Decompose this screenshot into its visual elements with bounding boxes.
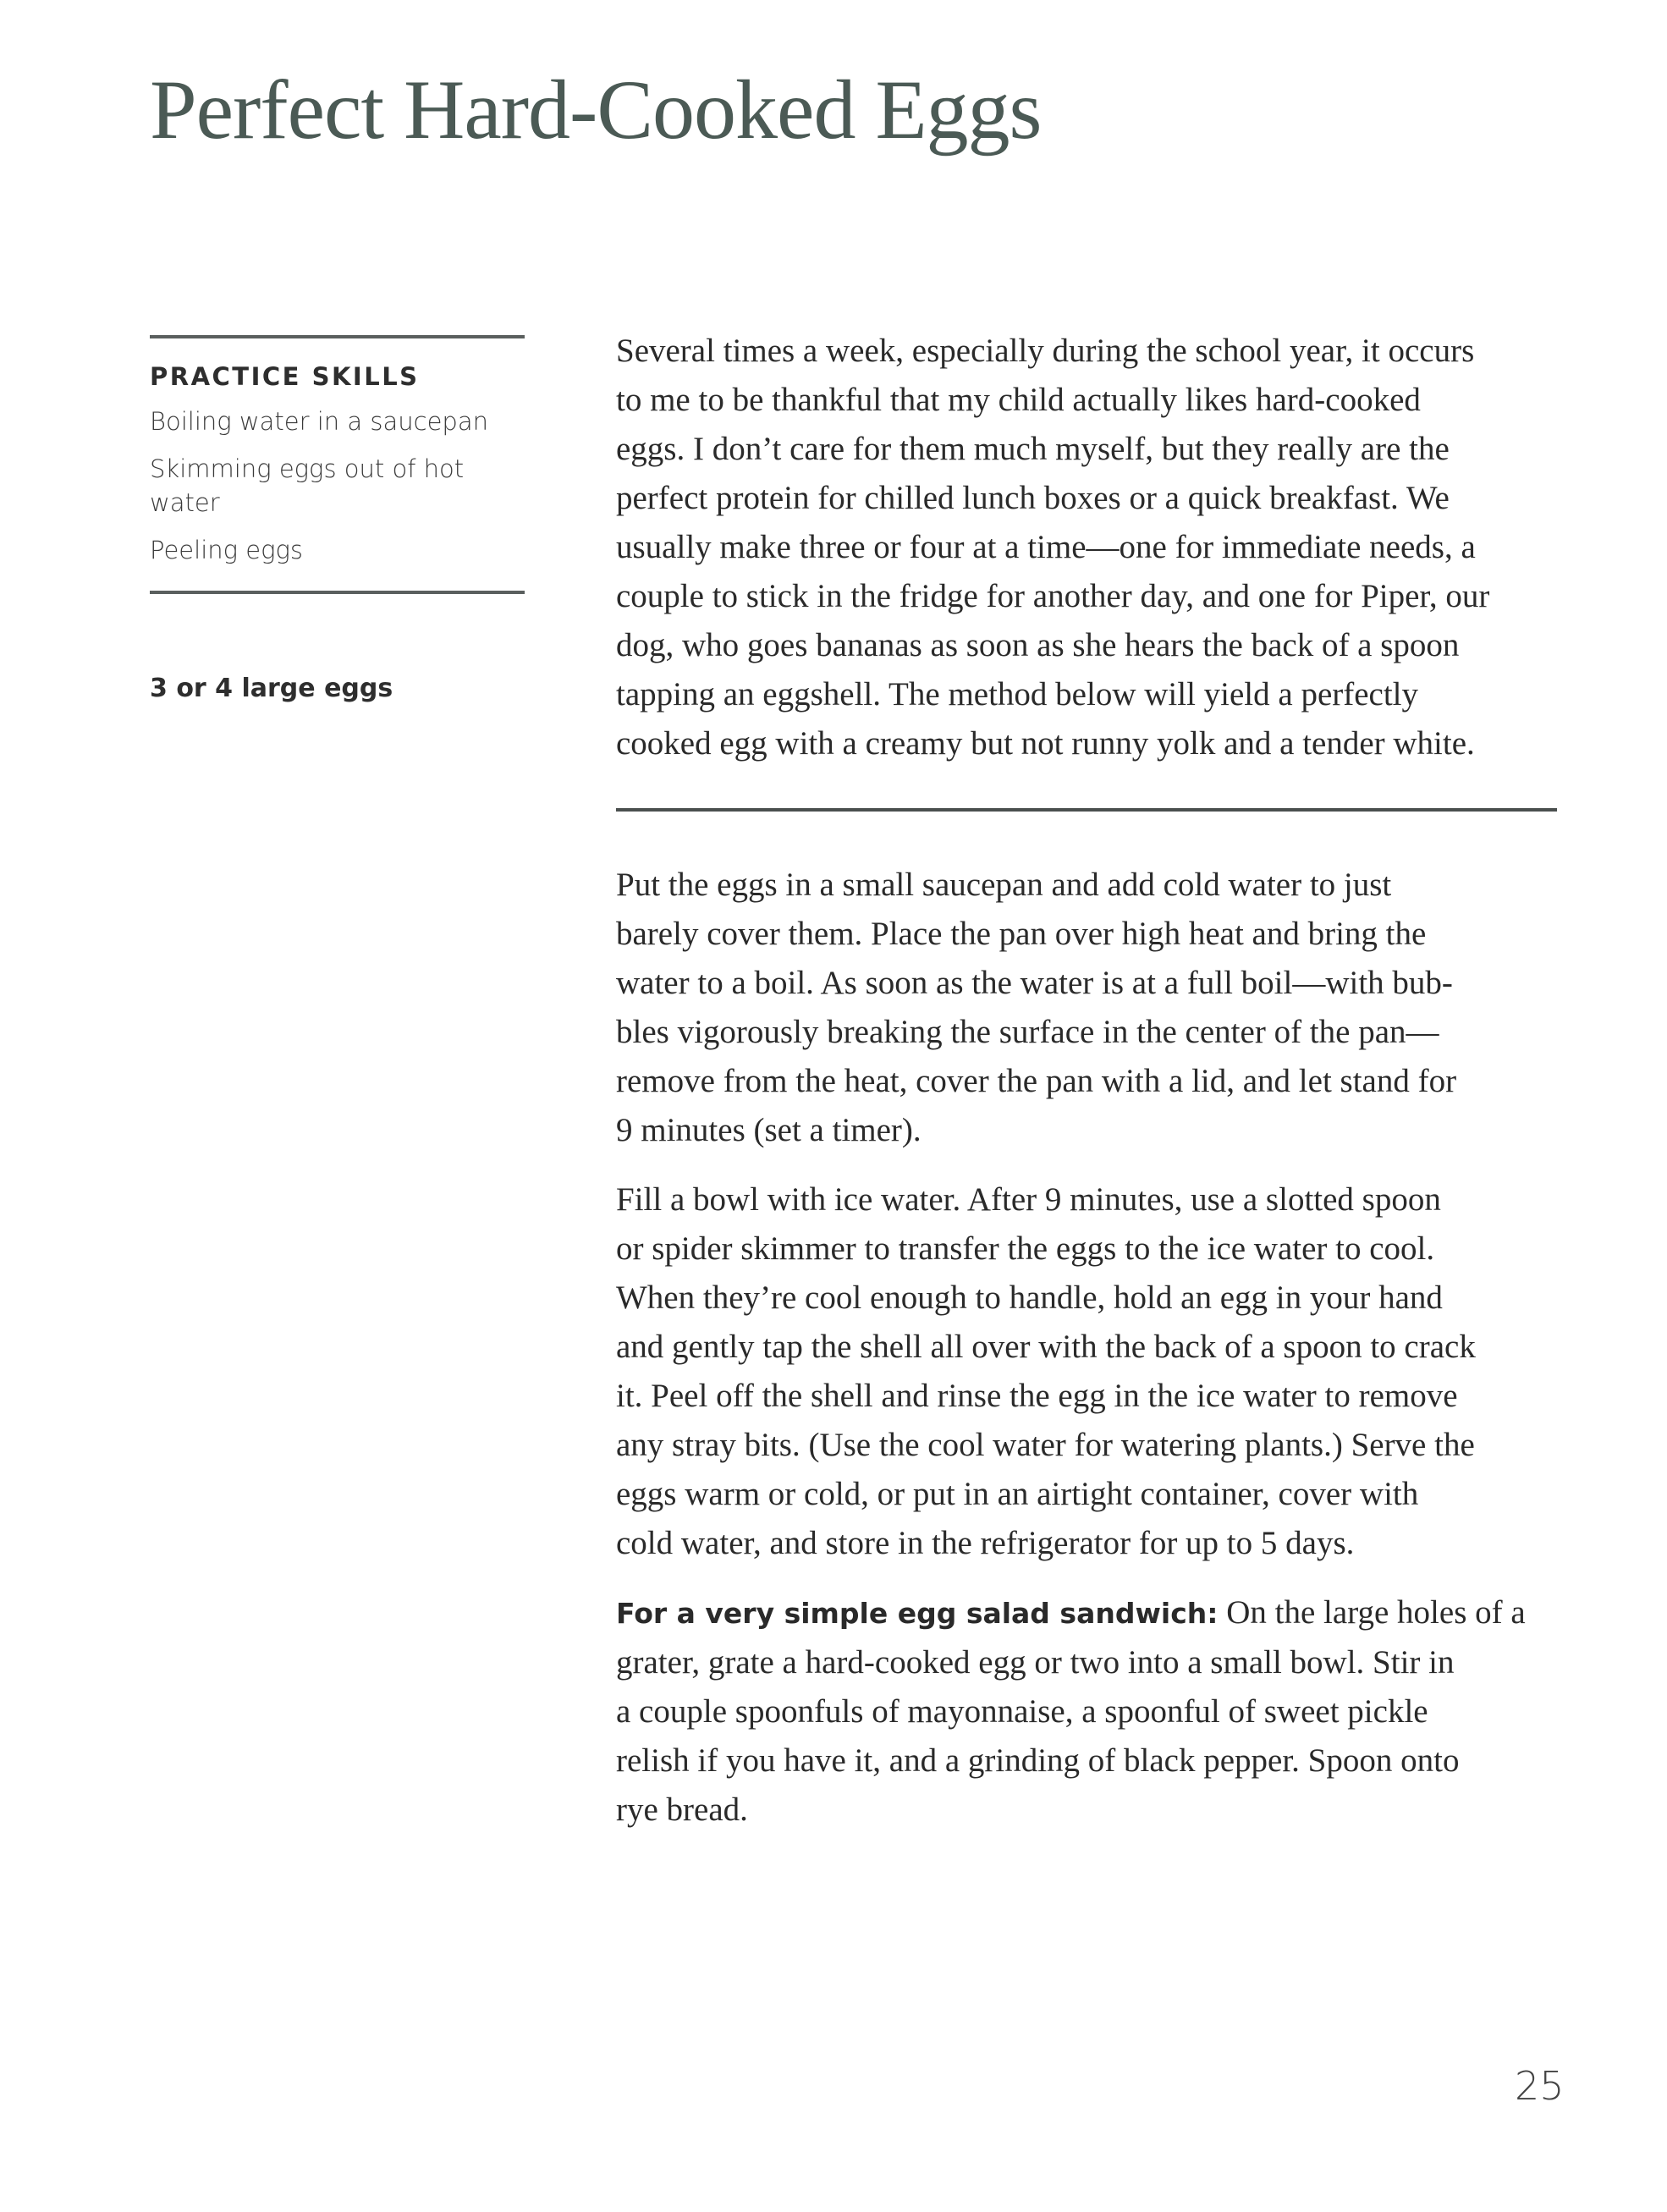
text-line: dog, who goes bananas as soon as she hears the back of a spoon [616, 627, 1460, 663]
text-run: On the large holes of a [1218, 1594, 1526, 1631]
text-line: or spider skimmer to transfer the eggs to the ice water to cool. [616, 1230, 1435, 1267]
text-line: eggs. I don’t care for them much myself, but they really are the [616, 431, 1450, 467]
text-line: cold water, and store in the refrigerator for up to 5 days. [616, 1525, 1355, 1561]
text-line: bles vigorously breaking the surface in the center of the pan— [616, 1014, 1439, 1050]
text-line: perfect protein for chilled lunch boxes or a quick breakfast. We [616, 480, 1450, 516]
lead-in: For a very simple egg salad sandwich: [616, 1597, 1219, 1630]
method-paragraph [616, 861, 1560, 1155]
text-line: Several times a week, especially during the school year, it occurs [616, 333, 1475, 369]
method-paragraph [616, 1588, 1560, 1835]
text-line: eggs warm or cold, or put in an airtight container, cover with [616, 1476, 1419, 1512]
text-line: and gently tap the shell all over with the back of a spoon to crack [616, 1329, 1476, 1365]
sidebar-bottom-divider [150, 591, 525, 594]
practice-skills-heading: PRACTICE SKILLS [150, 362, 420, 391]
text-line: remove from the heat, cover the pan with a lid, and let stand for [616, 1063, 1457, 1099]
text-line: rye bread. [616, 1791, 748, 1828]
text-line: couple to stick in the fridge for another day, and one for Piper, our [616, 578, 1490, 614]
page-title: Perfect Hard-Cooked Eggs [150, 63, 1042, 157]
text-line: relish if you have it, and a grinding of black pepper. Spoon onto [616, 1742, 1460, 1779]
page-number: 25 [1515, 2063, 1565, 2109]
text-line: Fill a bowl with ice water. After 9 minutes, use a slotted spoon [616, 1181, 1441, 1218]
text-line: to me to be thankful that my child actually likes hard-cooked [616, 382, 1421, 418]
text-line: it. Peel off the shell and rinse the egg in the ice water to remove [616, 1378, 1458, 1414]
skill-item: Peeling eggs [150, 536, 304, 564]
text-line: water to a boil. As soon as the water is at a full boil—with bub- [616, 965, 1453, 1001]
text-line: 9 minutes (set a timer). [616, 1112, 922, 1148]
sidebar-top-divider [150, 335, 525, 338]
text-line: a couple spoonfuls of mayonnaise, a spoonful of sweet pickle [616, 1693, 1428, 1730]
section-divider [616, 808, 1557, 812]
ingredient: 3 or 4 large eggs [150, 674, 393, 703]
sidebar [150, 335, 525, 703]
method-paragraph [616, 1175, 1560, 1568]
text-line: When they’re cool enough to handle, hold an egg in your hand [616, 1279, 1443, 1316]
text-line: grater, grate a hard-cooked egg or two into a small bowl. Stir in [616, 1644, 1455, 1681]
text-line: Put the eggs in a small saucepan and add cold water to just [616, 867, 1392, 903]
method-section [616, 861, 1560, 1855]
text-line [616, 1588, 1560, 1638]
text-line: tapping an eggshell. The method below will yield a perfectly [616, 676, 1419, 713]
text-line: cooked egg with a creamy but not runny yolk and a tender white. [616, 725, 1475, 762]
intro-paragraph [616, 327, 1560, 768]
skill-item: Skimming eggs out of hot water [150, 454, 465, 517]
text-line: barely cover them. Place the pan over high heat and bring the [616, 916, 1427, 952]
text-line: any stray bits. (Use the cool water for watering plants.) Serve the [616, 1427, 1475, 1463]
text-line: usually make three or four at a time—one for immediate needs, a [616, 529, 1476, 565]
skill-item: Boiling water in a saucepan [150, 407, 488, 436]
